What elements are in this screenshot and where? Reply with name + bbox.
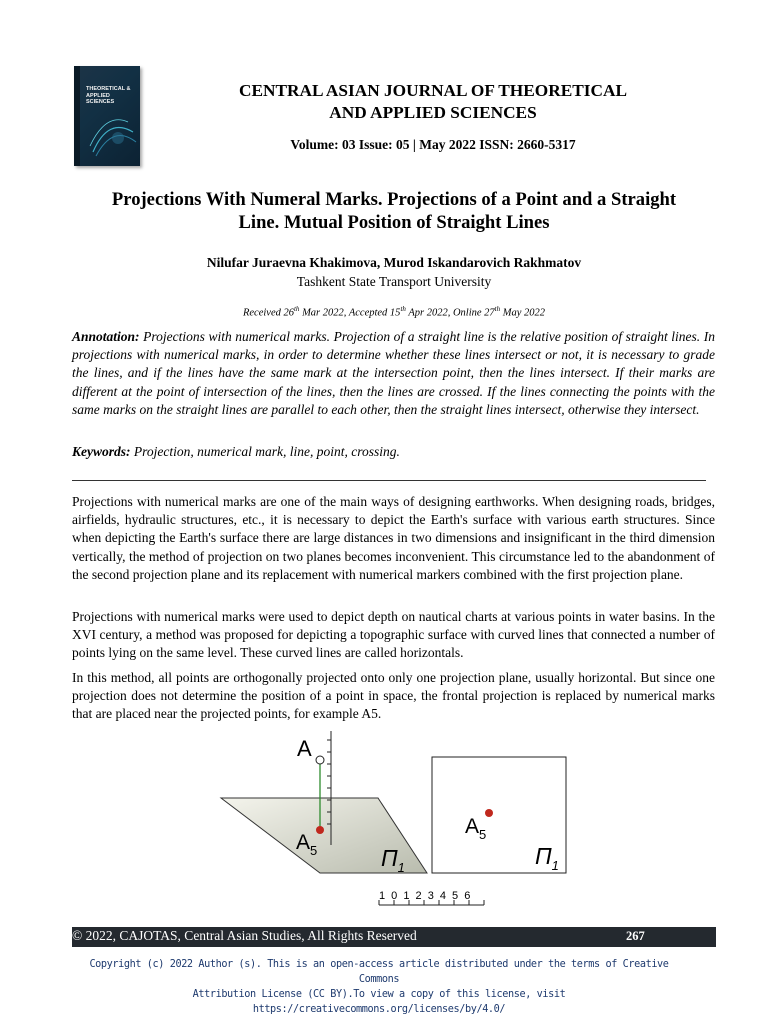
license-notice (72, 957, 686, 1017)
label-plane-left-main: П (381, 845, 398, 871)
point-a-space (316, 756, 324, 764)
license-line-2[interactable]: Attribution License (CC BY).To view a copy of this license, visit https://creativecommons.org/licenses/by/4.0/ (192, 989, 566, 1015)
label-plane-right-main: П (535, 843, 552, 869)
scale-ruler (378, 900, 488, 908)
accepted-text: Mar 2022, Accepted 15 (299, 307, 401, 319)
received-sup: th (293, 305, 300, 313)
scale-labels: 1 0 1 2 3 4 5 6 (379, 890, 472, 902)
body-paragraph-2: Projections with numerical marks were used to depict depth on nautical charts at various points in water basins. In the XVI century, a method was proposed for depicting a topographic surface with curved lines that connected a number of points lying on the same level. These curved lines are called horizontals. (72, 609, 715, 661)
cover-title (86, 86, 138, 106)
body-paragraph-3: In this method, all points are orthogonally projected onto only one projection plane, usually horizontal. But since one projection does not determine the position of a point in space, the frontal projection is replaced by numerical marks that are placed near the projected points, for example A5. (72, 670, 715, 722)
point-a5-projection (316, 826, 324, 834)
label-a: A (297, 736, 312, 761)
keywords-label: Keywords: (72, 444, 131, 459)
accepted-sup: th (400, 305, 406, 313)
volume-issue-line: Volume: 03 Issue: 05 | May 2022 ISSN: 2660-5317 (290, 137, 576, 152)
label-plane-right-sub: 1 (551, 858, 559, 873)
journal-title (150, 80, 716, 124)
point-a5-plan (485, 809, 493, 817)
cover-title-line: THEORETICAL & (86, 86, 131, 92)
journal-title-line-1: CENTRAL ASIAN JOURNAL OF THEORETICAL (239, 81, 627, 100)
authors: Nilufar Juraevna Khakimova, Murod Iskandarovich Rakhmatov (206, 255, 582, 270)
received-text: Received 26 (242, 307, 294, 319)
footer-bar (72, 927, 716, 947)
license-line-1: Copyright (c) 2022 Author (s). This is an open-access article distributed under the terms of Creative Commons (89, 959, 669, 985)
label-a5-left-sub: 5 (310, 843, 318, 858)
paper-title-line-1: Projections With Numeral Marks. Projections of a Point and a Straight (111, 189, 677, 210)
keywords-text: Projection, numerical mark, line, point, crossing. (130, 444, 400, 459)
online-text: Apr 2022, Online 27 (405, 307, 495, 319)
annotation-abstract (72, 328, 715, 419)
label-plane-left-sub: 1 (397, 860, 405, 875)
cover-spine (74, 66, 80, 166)
projection-figure (0, 725, 768, 890)
page-number: 267 (626, 929, 645, 943)
annotation-text: Projections with numerical marks. Projection of a straight line is the relative position of straight lines. In projections with numerical marks, in order to determine whether these lines intersect or not, it is necessary to grade the lines, and if the lines have the same mark at the intersection point, then the lines intersect. If their marks are different at the point of intersection of the lines, then the lines are crossed. If the lines connecting the points with the same marks on the straight lines are parallel to each other, then the straight lines intersect, otherwise they intersect. (72, 329, 715, 417)
body-paragraph-1: Projections with numerical marks are one of the main ways of designing earthworks. When designing roads, bridges, airfields, hydraulic structures, etc., it is necessary to depict the Earth's surface with various earth structures. Since when depicting the Earth's surface there are large distances in two dimensions and insignificant in the third dimension vertically, the method of projection on two planes becomes inconvenient. This circumstance led to the abandonment of the second projection plane and its replacement with numerical markers combined with the first projection plane. (72, 494, 715, 582)
cover-swirl-graphic (88, 112, 138, 158)
section-divider (72, 480, 706, 481)
footer-copyright: © 2022, CAJOTAS, Central Asian Studies, All Rights Reserved (72, 928, 417, 943)
cover-title-line: SCIENCES (86, 99, 115, 105)
affiliation: Tashkent State Transport University (296, 274, 492, 289)
online-date-text: May 2022 (500, 307, 546, 319)
keywords (72, 444, 715, 460)
journal-cover-image (74, 66, 140, 166)
online-sup: th (494, 305, 501, 313)
label-a5-right-main: A (465, 815, 480, 838)
paper-title-line-2: Line. Mutual Position of Straight Lines (238, 212, 550, 233)
paper-title (72, 188, 716, 234)
cover-title-line: APPLIED (86, 92, 110, 99)
label-a5-right-sub: 5 (479, 827, 487, 842)
annotation-label: Annotation: (72, 329, 140, 344)
journal-title-line-2: AND APPLIED SCIENCES (329, 103, 537, 122)
received-dates (72, 305, 716, 319)
label-a5-left-main: A (296, 831, 311, 854)
